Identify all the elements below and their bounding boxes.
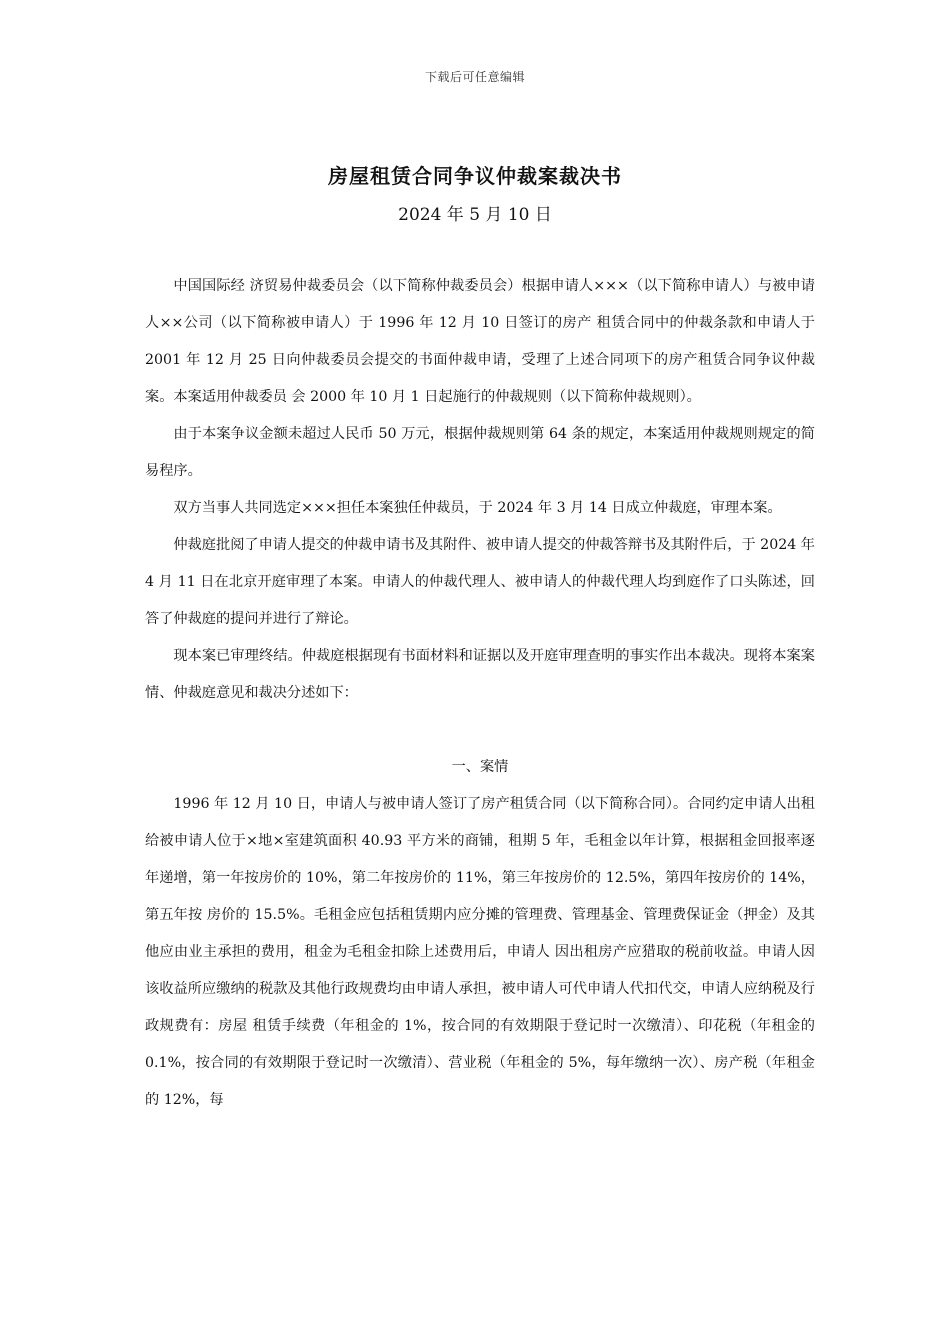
section-heading-case-facts: 一、案情 xyxy=(451,759,509,775)
document-body xyxy=(145,268,815,1119)
paragraph-arbitrator: 双方当事人共同选定×××担任本案独任仲裁员，于 2024 年 3 月 14 日成立仲裁庭，审理本案。 xyxy=(173,500,782,516)
document-date: 2024 年 5 月 10 日 xyxy=(398,205,552,225)
paragraph-case-facts: 1996 年 12 月 10 日，申请人与被申请人签订了房产租赁合同（以下简称合同）。合同约定申请人出租给被申请人位于×地×室建筑面积 40.93 平方米的商铺，租期 5 年，毛租金以年计算，根据租金回报率逐年递增，第一年按房价的 10%，第二年按房价的 11%，第三年按房价的 12.5%，第四年按房价的 14%，第五年按 房价的 15.5%。毛租金应包括租赁期内应分摊的管理费、管理基金、管理费保证金（押金）及其他应由业主承担的费用，租金为毛租金扣除上述费用后，申请人 因出租房产应猎取的税前收益。申请人因该收益所应缴纳的税款及其他行政规费均由申请人承担，被申请人可代申请人代扣代交，申请人应纳税及行政规费有：房屋 租赁手续费（年租金的 1%，按合同的有效期限于登记时一次缴清）、印花税（年租金的 0.1%，按合同的有效期限于登记时一次缴清）、营业税（年租金的 5%，每年缴纳一次）、房产税（年租金的 12%，每 xyxy=(145,796,815,1108)
header-note: 下载后可任意编辑 xyxy=(424,70,525,84)
paragraph-conclusion: 现本案已审理终结。仲裁庭根据现有书面材料和证据以及开庭审理查明的事实作出本裁决。现将本案案情、仲裁庭意见和裁决分述如下： xyxy=(145,648,815,701)
document-title: 房屋租赁合同争议仲裁案裁决书 xyxy=(328,164,622,188)
paragraph-hearing: 仲裁庭批阅了申请人提交的仲裁申请书及其附件、被申请人提交的仲裁答辩书及其附件后，于 2024 年 4 月 11 日在北京开庭审理了本案。申请人的仲裁代理人、被申请人的仲裁代理人均到庭作了口头陈述，回答了仲裁庭的提问并进行了辩论。 xyxy=(145,537,815,627)
paragraph-intro: 中国国际经 济贸易仲裁委员会（以下简称仲裁委员会）根据申请人×××（以下简称申请人）与被申请人××公司（以下简称被申请人）于 1996 年 12 月 10 日签订的房产 租赁合同中的仲裁条款和申请人于 2001 年 12 月 25 日向仲裁委员会提交的书面仲裁申请，受理了上述合同项下的房产租赁合同争议仲裁案。本案适用仲裁委员 会 2000 年 10 月 1 日起施行的仲裁规则（以下简称仲裁规则）。 xyxy=(145,278,815,405)
paragraph-procedure: 由于本案争议金额未超过人民币 50 万元，根据仲裁规则第 64 条的规定，本案适用仲裁规则规定的简易程序。 xyxy=(145,426,815,479)
